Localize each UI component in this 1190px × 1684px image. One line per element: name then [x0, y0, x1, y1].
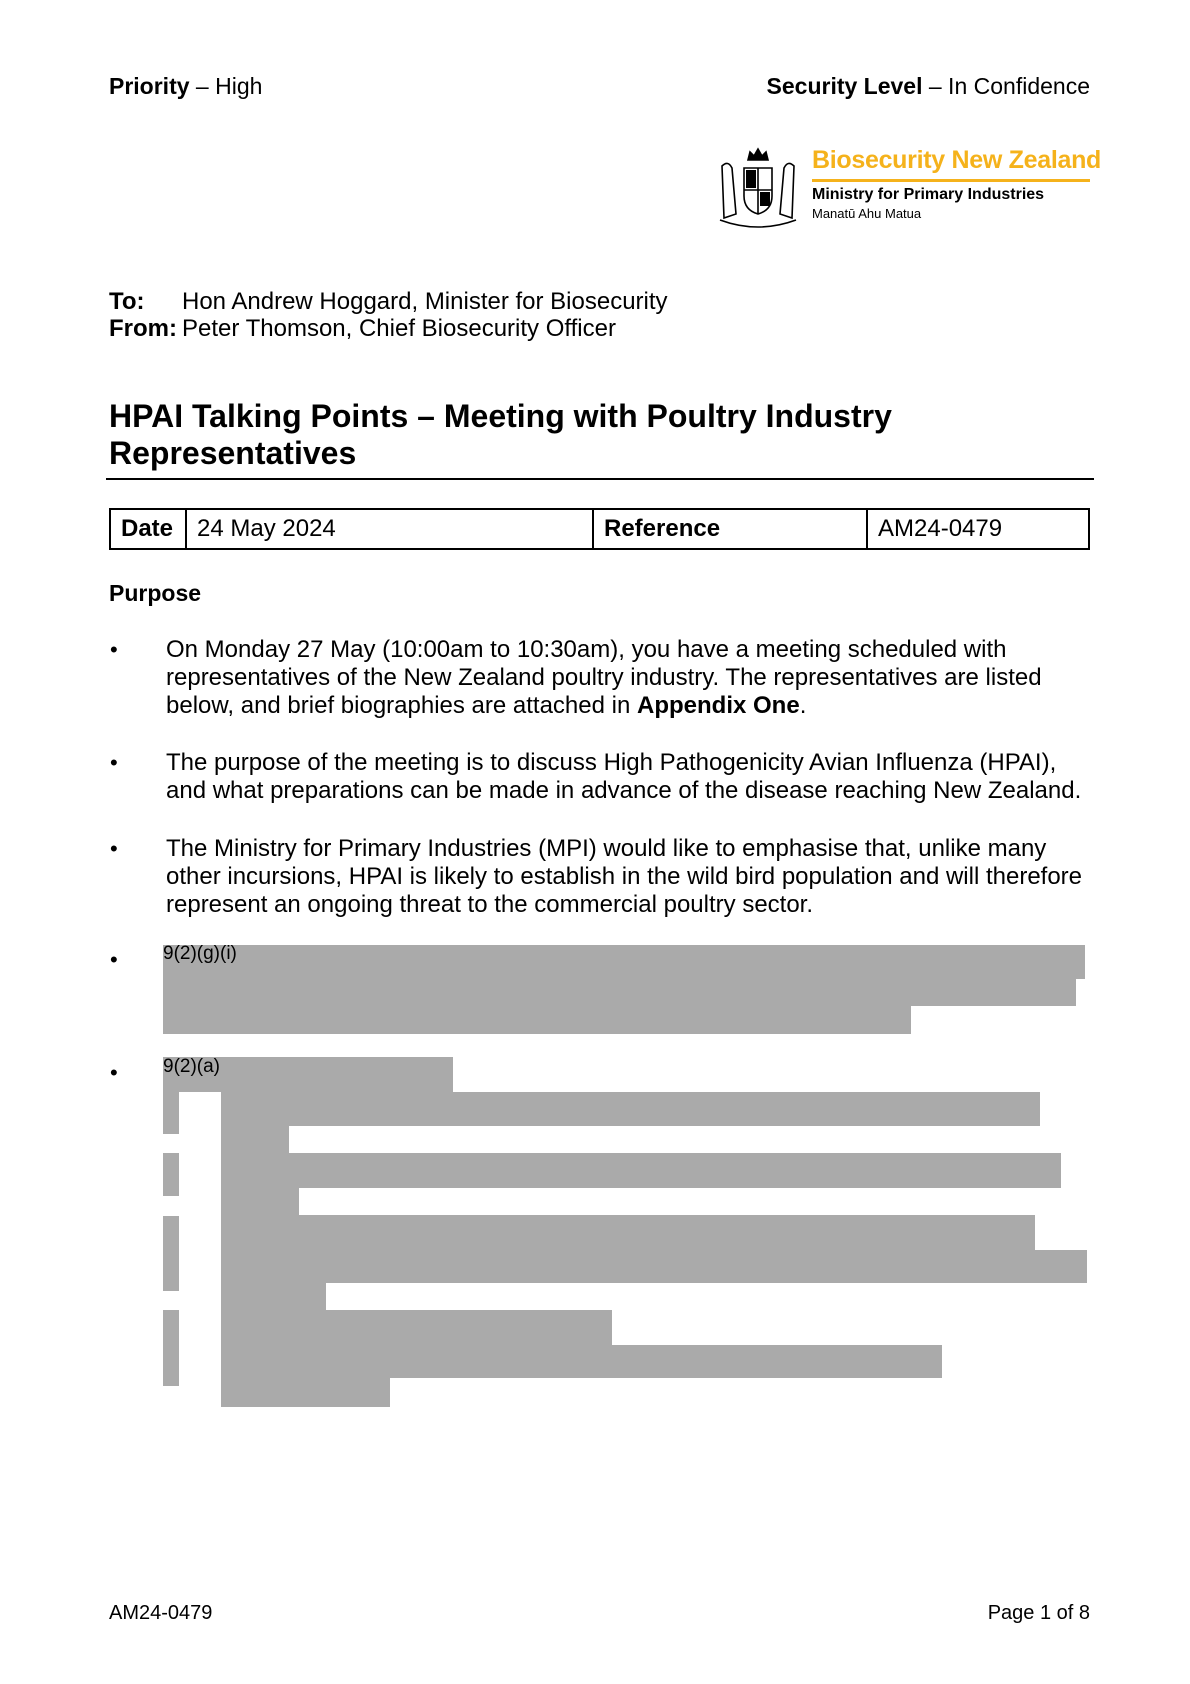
redaction-bar [221, 1126, 289, 1153]
redaction-bar [163, 1216, 179, 1291]
date-value: 24 May 2024 [186, 509, 593, 549]
page-number: Page 1 of 8 [987, 1602, 1090, 1624]
date-label: Date [110, 509, 186, 549]
bullet-icon: • [110, 637, 118, 662]
bullet-1-line-3 [166, 692, 806, 720]
document-title-line-2: Representatives [109, 435, 357, 471]
ministry-name: Ministry for Primary Industries [812, 186, 1045, 203]
bullet-1-line-2: representatives of the New Zealand poultry industry. The representatives are listed [166, 664, 1042, 691]
redaction-bar [221, 1378, 390, 1407]
coat-of-arms-icon [714, 146, 802, 230]
bullet-3-line-3: represent an ongoing threat to the commercial poultry sector. [166, 891, 814, 918]
purpose-heading: Purpose [109, 580, 202, 606]
info-table [109, 508, 1090, 550]
redaction-code: 9(2)(g)(i) [163, 943, 237, 964]
priority [109, 73, 262, 100]
from-label: From: [109, 315, 177, 342]
to-label: To: [109, 288, 145, 315]
redaction-code: 9(2)(a) [163, 1056, 221, 1077]
redaction-bar [221, 1250, 1087, 1283]
redaction-bar [163, 1310, 179, 1386]
redaction-bar [221, 1092, 1040, 1126]
title-rule [106, 478, 1094, 480]
redaction-bar [163, 945, 1085, 979]
priority-label: Priority [109, 73, 190, 99]
from-value: Peter Thomson, Chief Biosecurity Officer [182, 315, 616, 342]
bullet-2-line-2: and what preparations can be made in advance of the disease reaching New Zealand. [166, 777, 1082, 804]
reference-value: AM24-0479 [867, 509, 1089, 549]
to-value: Hon Andrew Hoggard, Minister for Biosecurity [182, 288, 668, 315]
security-label: Security Level [766, 73, 923, 99]
redaction-bar [221, 1345, 942, 1378]
redaction-bar [163, 1092, 179, 1134]
mpi-logo [714, 146, 1102, 230]
bullet-icon: • [110, 1060, 118, 1085]
redaction-bar [221, 1215, 1035, 1250]
redaction-bar [221, 1188, 299, 1215]
brand-underline [812, 179, 1090, 182]
bullet-2-line-1: The purpose of the meeting is to discuss High Pathogenicity Avian Influenza (HPAI), [166, 749, 1057, 776]
bullet-1-line-1: On Monday 27 May (10:00am to 10:30am), you have a meeting scheduled with [166, 636, 1007, 663]
footer-reference: AM24-0479 [109, 1602, 213, 1624]
bullet-icon: • [110, 836, 118, 861]
document-title-line-1: HPAI Talking Points – Meeting with Poultry Industry [109, 398, 892, 434]
redaction-bar [221, 1283, 326, 1310]
bullet-3-line-2: other incursions, HPAI is likely to establish in the wild bird population and will therefore [166, 863, 1083, 890]
bullet-1-text: below, and brief biographies are attached in [166, 692, 637, 719]
reference-label: Reference [593, 509, 867, 549]
redaction-bar [163, 979, 1076, 1006]
redaction-bar [221, 1310, 612, 1345]
redaction-bar [221, 1153, 1061, 1188]
bullet-3-line-1: The Ministry for Primary Industries (MPI) would like to emphasise that, unlike many [166, 835, 1047, 862]
brand-name: Biosecurity New Zealand [812, 146, 1102, 174]
maori-name: Manatū Ahu Matua [812, 206, 922, 221]
security-level [767, 73, 1090, 100]
redaction-bar [163, 1006, 911, 1034]
redaction-bar [163, 1153, 179, 1196]
priority-value: – High [189, 73, 263, 99]
bullet-1-tail: . [799, 692, 807, 719]
bullet-icon: • [110, 947, 118, 972]
security-value: – In Confidence [922, 73, 1090, 99]
bullet-icon: • [110, 750, 118, 775]
appendix-reference: Appendix One [637, 692, 800, 719]
